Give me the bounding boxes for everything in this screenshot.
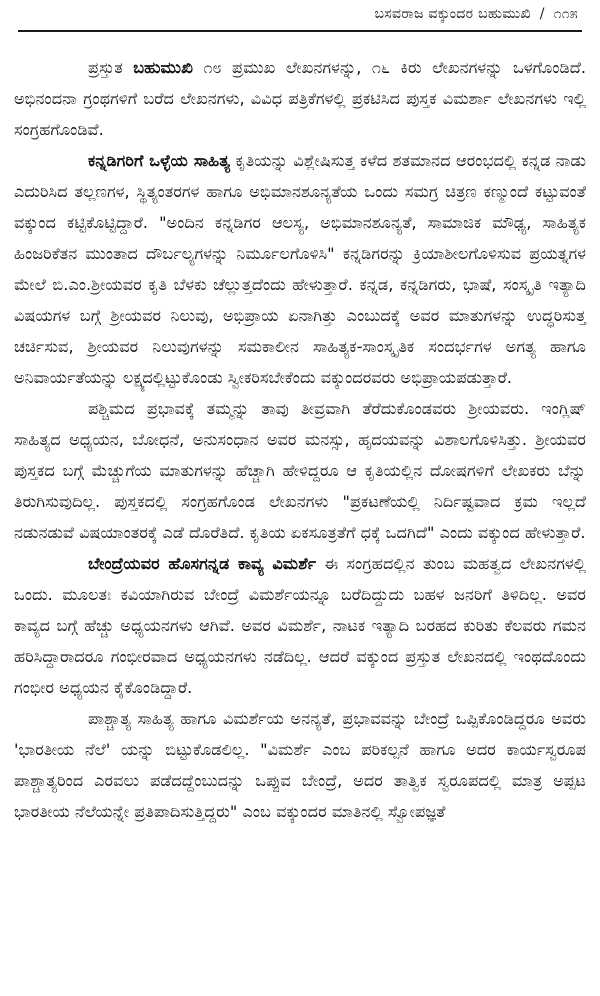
header-rule [18, 30, 582, 32]
bold-title-run: ಬಹುಮುಖಿ [133, 58, 194, 77]
paragraph-2 [14, 145, 586, 393]
text-run: ೧೮ ಪ್ರಮುಖ ಲೇಖನಗಳನ್ನು, ೧೬ ಕಿರು ಲೇಖನಗಳನ್ನು ಒಳಗೊಂಡಿದೆ. ಅಭಿನಂದನಾ ಗ್ರಂಥಗಳಿಗೆ ಬರೆದ ಲೇಖನಗಳು, ವಿವಿಧ ಪತ್ರಿಕೆಗಳಲ್ಲಿ ಪ್ರಕಟಿಸಿದ ಪುಸ್ತಕ ವಿಮರ್ಶಾ ಲೇಖನಗಳು ಇಲ್ಲಿ ಸಂಗ್ರಹಗೊಂಡಿವೆ. [14, 58, 586, 139]
paragraph-3 [14, 393, 586, 548]
running-header [375, 6, 579, 22]
text-run: ಪಶ್ಚಿಮದ ಪ್ರಭಾವಕ್ಕೆ ತಮ್ಮನ್ನು ತಾವು ತೀವ್ರವಾಗಿ ತೆರೆದುಕೊಂಡವರು ಶ್ರೀಯವರು. ಇಂಗ್ಲಿಷ್ ಸಾಹಿತ್ಯದ ಅಧ್ಯಯನ, ಬೋಧನೆ, ಅನುಸಂಧಾನ ಅವರ ಮನಸ್ಸು, ಹೃದಯವನ್ನು ವಿಶಾಲಗೊಳಿಸಿತ್ತು. ಶ್ರೀಯವರ ಪುಸ್ತಕದ ಬಗ್ಗೆ ಮೆಚ್ಚುಗೆಯ ಮಾತುಗಳನ್ನು ಹೆಚ್ಚಾಗಿ ಹೇಳಿದ್ದರೂ ಆ ಕೃತಿಯಲ್ಲಿನ ದೋಷಗಳಿಗೆ ಲೇಖಕರು ಬೆನ್ನು ತಿರುಗಿಸುವುದಿಲ್ಲ. ಪುಸ್ತಕದಲ್ಲಿ ಸಂಗ್ರಹಗೊಂಡ ಲೇಖನಗಳು "ಪ್ರಕಟಣೆಯಲ್ಲಿ ನಿರ್ದಿಷ್ಟವಾದ ಕ್ರಮ ಇಲ್ಲದೆ ನಡುನಡುವೆ ವಿಷಯಾಂತರಕ್ಕೆ ಎಡೆ ದೊರೆತಿದೆ. ಕೃತಿಯ ಏಕಸೂತ್ರತೆಗೆ ಧಕ್ಕೆ ಒದಗಿದೆ" ಎಂದು ವಕ್ಕುಂದ ಹೇಳುತ್ತಾರೆ. [14, 399, 586, 542]
bold-title-run: ಕನ್ನಡಿಗರಿಗೆ ಒಳ್ಳೆಯ ಸಾಹಿತ್ಯ [88, 151, 231, 170]
text-run: ಪಾಶ್ಚಾತ್ಯ ಸಾಹಿತ್ಯ ಹಾಗೂ ವಿಮರ್ಶೆಯ ಅನನ್ಯತೆ, ಪ್ರಭಾವವನ್ನು ಬೇಂದ್ರೆ ಒಪ್ಪಿಕೊಂಡಿದ್ದರೂ ಅವರು 'ಭಾರತೀಯ ನೆಲೆ' ಯನ್ನು ಬಿಟ್ಟುಕೊಡಲಿಲ್ಲ. "ವಿಮರ್ಶೆ ಎಂಬ ಪರಿಕಲ್ಪನೆ ಹಾಗೂ ಅದರ ಕಾರ್ಯಸ್ವರೂಪ ಪಾಶ್ಚಾತ್ಯರಿಂದ ಎರವಲು ಪಡೆದದ್ದೆಂಬುದನ್ನು ಒಪ್ಪುವ ಬೇಂದ್ರೆ, ಅದರ ತಾತ್ವಿಕ ಸ್ವರೂಪದಲ್ಲಿ ಮಾತ್ರ ಅಪ್ಪಟ ಭಾರತೀಯ ನೆಲೆಯನ್ನೇ ಪ್ರತಿಪಾದಿಸುತ್ತಿದ್ದರು" ಎಂಬ ವಕ್ಕುಂದರ ಮಾತಿನಲ್ಲಿ ಸ್ವೋಪಜ್ಞತೆ [14, 709, 586, 821]
paragraph-4 [14, 548, 586, 703]
header-separator: / [539, 6, 545, 22]
body-text [14, 52, 586, 827]
paragraph-1 [14, 52, 586, 145]
text-run: ಪ್ರಸ್ತುತ [88, 58, 134, 77]
text-run: ಈ ಸಂಗ್ರಹದಲ್ಲಿನ ತುಂಬ ಮಹತ್ವದ ಲೇಖನಗಳಲ್ಲಿ ಒಂದು. ಮೂಲತಃ ಕವಿಯಾಗಿರುವ ಬೇಂದ್ರೆ ವಿಮರ್ಶೆಯನ್ನೂ ಬರೆದಿದ್ದುದು ಬಹಳ ಜನರಿಗೆ ತಿಳಿದಿಲ್ಲ. ಅವರ ಕಾವ್ಯದ ಬಗ್ಗೆ ಹೆಚ್ಚು ಅಧ್ಯಯನಗಳು ಆಗಿವೆ. ಅವರ ವಿಮರ್ಶೆ, ನಾಟಕ ಇತ್ಯಾದಿ ಬರಹದ ಕುರಿತು ಕೆಲವರು ಗಮನ ಹರಿಸಿದ್ದಾರಾದರೂ ಗಂಭೀರವಾದ ಅಧ್ಯಯನಗಳು ನಡೆದಿಲ್ಲ. ಆದರೆ ವಕ್ಕುಂದ ಪ್ರಸ್ತುತ ಲೇಖನದಲ್ಲಿ ಇಂಥದೊಂದು ಗಂಭೀರ ಅಧ್ಯಯನ ಕೈಕೊಂಡಿದ್ದಾರೆ. [14, 554, 586, 697]
text-run: ಕೃತಿಯನ್ನು ವಿಶ್ಲೇಷಿಸುತ್ತ ಕಳೆದ ಶತಮಾನದ ಆರಂಭದಲ್ಲಿ ಕನ್ನಡ ನಾಡು ಎದುರಿಸಿದ ತಲ್ಲಣಗಳ, ಸ್ಥಿತ್ಯಂತರಗಳ ಹಾಗೂ ಅಭಿಮಾನಶೂನ್ಯತೆಯ ಒಂದು ಸಮಗ್ರ ಚಿತ್ರಣ ಕಣ್ಮುಂದೆ ಕಟ್ಟುವಂತೆ ವಕ್ಕುಂದ ಕಟ್ಟಿಕೊಟ್ಟಿದ್ದಾರೆ. "ಅಂದಿನ ಕನ್ನಡಿಗರ ಆಲಸ್ಯ, ಅಭಿಮಾನಶೂನ್ಯತೆ, ಸಾಮಾಜಿಕ ಮೌಢ್ಯ, ಸಾಹಿತ್ಯಕ ಹಿಂಜರಿಕೆತನ ಮುಂತಾದ ದೌರ್ಬಲ್ಯಗಳನ್ನು ನಿರ್ಮೂಲಗೊಳಿಸಿ" ಕನ್ನಡಿಗರನ್ನು ಕ್ರಿಯಾಶೀಲಗೊಳಿಸುವ ಪ್ರಯತ್ನಗಳ ಮೇಲೆ ಬಿ.ಎಂ.ಶ್ರೀಯವರ ಕೃತಿ ಬೆಳಕು ಚೆಲ್ಲುತ್ತದೆಂದು ಹೇಳುತ್ತಾರೆ. ಕನ್ನಡ, ಕನ್ನಡಿಗರು, ಭಾಷೆ, ಸಂಸ್ಕೃತಿ ಇತ್ಯಾದಿ ವಿಷಯಗಳ ಬಗ್ಗೆ ಶ್ರೀಯವರ ನಿಲುವು, ಅಭಿಪ್ರಾಯ ಏನಾಗಿತ್ತು ಎಂಬುದಕ್ಕೆ ಅವರ ಮಾತುಗಳನ್ನು ಉದ್ಧರಿಸುತ್ತ ಚರ್ಚಿಸುವ, ಶ್ರೀಯವರ ನಿಲುವುಗಳನ್ನು ಸಮಕಾಲೀನ ಸಾಹಿತ್ಯಕ-ಸಾಂಸ್ಕೃತಿಕ ಸಂದರ್ಭಗಳ ಅಗತ್ಯ ಹಾಗೂ ಅನಿವಾರ್ಯತೆಯನ್ನು ಲಕ್ಷ್ಯದಲ್ಲಿಟ್ಟುಕೊಂಡು ಸ್ವೀಕರಿಸಬೇಕೆಂದು ವಕ್ಕುಂದರವರು ಅಭಿಪ್ರಾಯಪಡುತ್ತಾರೆ. [14, 151, 586, 387]
page-number: ೧೧೫ [553, 6, 578, 22]
paragraph-5 [14, 703, 586, 827]
book-title: ಬಸವರಾಜ ವಕ್ಕುಂದರ ಬಹುಮುಖಿ [374, 6, 532, 22]
bold-title-run: ಬೇಂದ್ರೆಯವರ ಹೊಸಗನ್ನಡ ಕಾವ್ಯ ವಿಮರ್ಶೆ [88, 554, 317, 573]
